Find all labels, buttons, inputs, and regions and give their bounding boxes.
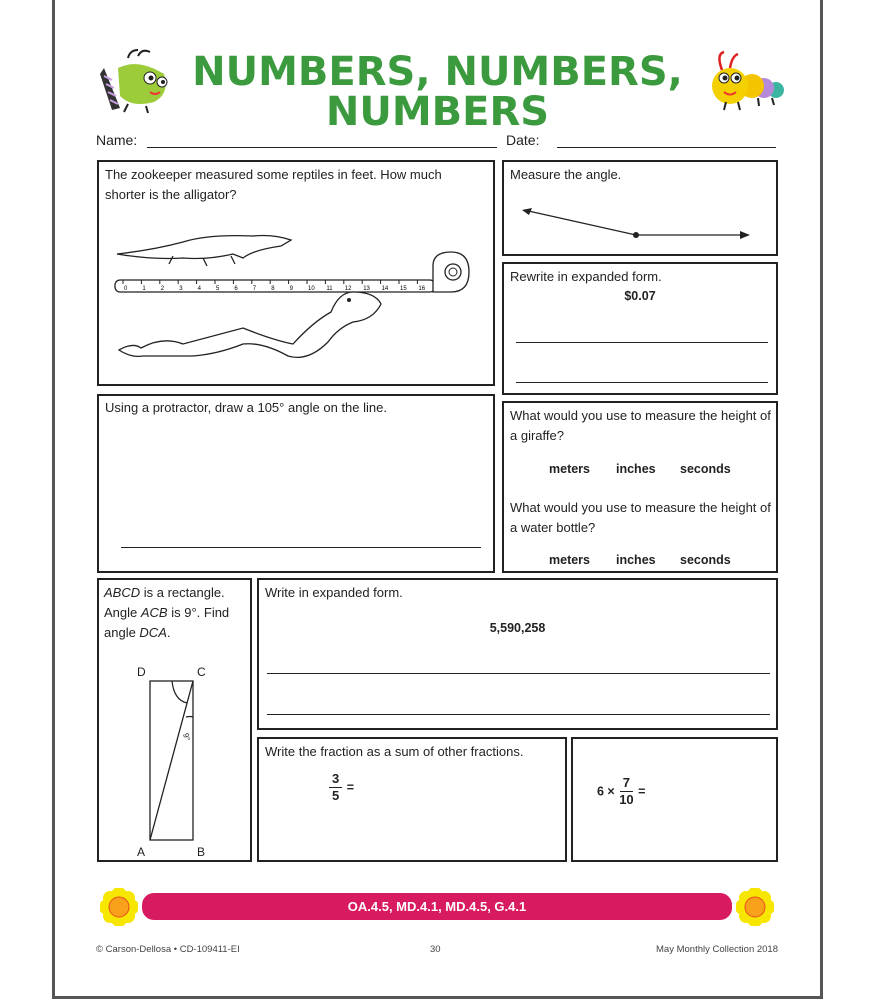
measure-angle-box [502,160,778,256]
page-number: 30 [430,944,441,955]
date-label: Date: [506,132,540,148]
prompt-text: is a rectangle. Angle [104,585,225,620]
vertex-d-label: D [137,665,146,679]
ruler-tick-label: 15 [400,286,407,292]
fraction-prompt: Write the fraction as a sum of other fractions. [265,744,524,759]
ruler-tick-label: 8 [271,286,275,292]
answer-line[interactable] [267,673,770,674]
ruler-tick-label: 13 [363,286,370,292]
flower-icon [100,888,138,926]
angle-base-line[interactable] [121,547,481,548]
multiply-expression [597,775,645,808]
page-title-line-2: NUMBERS [325,89,550,135]
denominator: 10 [619,792,634,807]
prompt-text: . [166,625,171,640]
multiply-box [571,737,778,862]
denominator: 5 [332,788,340,803]
name-input-line[interactable] [147,147,497,148]
angle-label: 9° [181,732,192,742]
copyright: © Carson-Dellosa • CD-109411-EI [96,944,240,955]
option-inches[interactable]: inches [616,553,656,567]
vertex-a-label: A [137,845,146,859]
equals-sign: = [346,780,354,795]
rewrite-value: $0.07 [624,289,656,303]
option-meters[interactable]: meters [549,553,590,567]
rectangle-name: ABCD [104,585,141,600]
answer-line[interactable] [516,342,768,343]
numerator: 3 [329,771,342,788]
reptile-problem-box [97,160,495,386]
option-seconds[interactable]: seconds [680,462,731,476]
ruler-tick-label: 14 [381,286,389,292]
fraction-7-10 [619,775,633,808]
whole-number: 6 × [597,784,615,799]
flower-icon [736,888,774,926]
name-label: Name: [96,132,138,148]
expanded-form-box [257,578,778,730]
collection-name: May Monthly Collection 2018 [656,944,778,955]
standards-banner: OA.4.5, MD.4.1, MD.4.5, G.4.1 [142,893,732,920]
option-inches[interactable]: inches [616,462,656,476]
ruler-tick-label: 11 [326,286,333,292]
ruler-tick-label: 3 [179,286,183,292]
reptile-prompt: The zookeeper measured some reptiles in feet. How much shorter is the alligator? [105,167,442,202]
option-seconds[interactable]: seconds [680,553,731,567]
measurement-units-box [502,401,778,573]
angle-diagram [518,200,758,240]
page-title-line-1: NUMBERS, NUMBERS, [192,49,683,95]
fraction-expression [329,771,354,804]
numerator: 7 [620,775,633,792]
protractor-prompt: Using a protractor, draw a 105° angle on the line. [105,400,387,415]
ruler-tick-label: 5 [216,286,220,292]
angle-prompt: Measure the angle. [510,167,622,182]
rectangle-problem-box [97,578,252,862]
angle-name: DCA [139,625,167,640]
ruler-tick-label: 2 [160,286,165,292]
giraffe-prompt: What would you use to measure the height of a giraffe? [510,408,771,443]
ruler-tick-label: 6 [234,286,238,292]
rectangle-prompt [104,583,249,643]
date-input-line[interactable] [557,147,776,148]
fraction-sum-box [257,737,567,862]
vertex-b-label: B [197,845,206,859]
ruler-tick-label: 16 [418,286,426,292]
bottle-prompt: What would you use to measure the height of a water bottle? [510,500,771,535]
fraction-3-5 [329,771,342,804]
prompt-text: is 9°. Find angle [104,605,230,640]
answer-line[interactable] [267,714,770,715]
ruler-tick-label: 0 [124,286,128,292]
rewrite-box [502,262,778,395]
angle-name: ACB [140,605,168,620]
ruler-tick-label: 12 [344,286,352,292]
rectangle-diagram [99,660,249,860]
equals-sign: = [638,784,646,799]
rewrite-prompt: Rewrite in expanded form. [510,269,662,284]
ruler-and-reptiles-illustration [113,232,483,372]
option-meters[interactable]: meters [549,462,590,476]
protractor-box [97,394,495,573]
expanded-prompt: Write in expanded form. [265,585,403,600]
ruler-tick-label: 7 [252,286,257,292]
answer-line[interactable] [516,382,768,383]
ruler-tick-label: 9 [289,286,293,292]
expanded-value: 5,590,258 [489,621,546,635]
vertex-c-label: C [197,665,206,679]
ruler-tick-label: 4 [197,286,201,292]
ruler-tick-label: 1 [142,286,146,292]
ruler-tick-label: 10 [308,286,315,292]
